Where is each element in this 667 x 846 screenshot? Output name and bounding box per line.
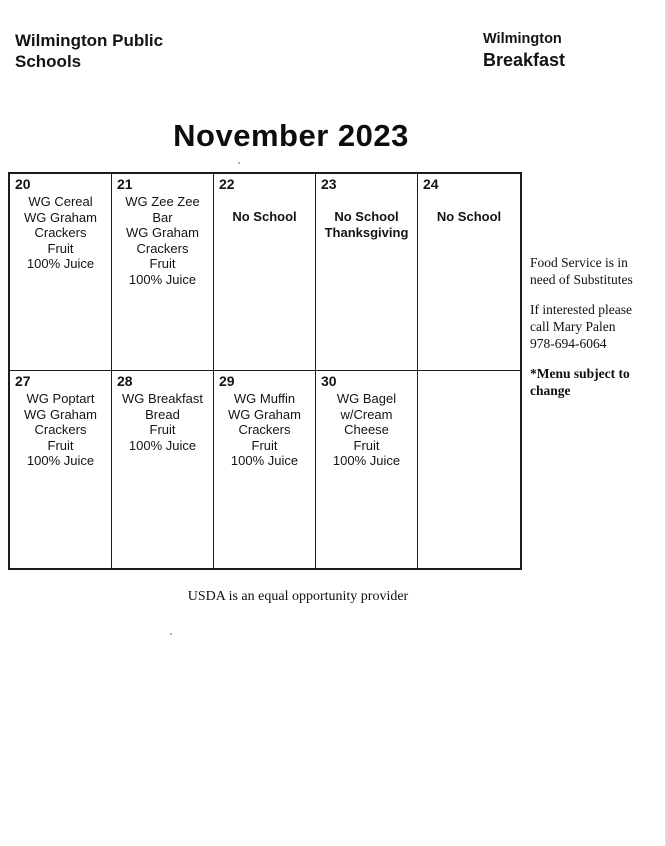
menu-line: 100% Juice [128, 271, 197, 287]
calendar-grid [8, 172, 522, 570]
day-menu [318, 391, 415, 469]
menu-line: WG Graham [24, 209, 97, 225]
calendar-day-29 [214, 371, 316, 568]
menu-line: Fruit [353, 437, 380, 453]
scan-speck [238, 162, 240, 164]
day-number: 22 [219, 176, 235, 192]
menu-line: Fruit [251, 437, 278, 453]
menu-line: w/Cream [340, 406, 393, 422]
calendar-day-30 [316, 371, 418, 568]
day-number: 21 [117, 176, 133, 192]
menu-town-label: Wilmington [483, 31, 562, 47]
calendar-day-27 [10, 371, 112, 568]
menu-type-header [483, 30, 653, 71]
menu-line: WG Poptart [26, 391, 95, 406]
menu-line: No School [232, 209, 297, 224]
day-number: 20 [15, 176, 31, 192]
menu-line: 100% Juice [128, 437, 197, 453]
school-name [15, 30, 195, 72]
calendar-empty-cell [418, 371, 520, 568]
day-number: 27 [15, 373, 31, 389]
menu-line: Crackers [34, 225, 87, 240]
menu-line: 100% Juice [230, 453, 299, 468]
menu-line: Fruit [149, 256, 176, 271]
day-menu [216, 391, 313, 469]
calendar-day-23 [316, 174, 418, 371]
calendar-day-20 [10, 174, 112, 371]
menu-line: No School [436, 209, 502, 224]
side-note [530, 254, 664, 412]
menu-line: WG Bagel [336, 391, 397, 406]
note-line: call Mary Palen [530, 319, 616, 334]
no-school-notice [318, 194, 415, 240]
school-name-line2: Schools [15, 52, 82, 71]
day-menu [12, 194, 109, 272]
menu-line: WG Zee Zee [125, 194, 200, 209]
day-number [420, 373, 518, 390]
day-menu [114, 194, 211, 287]
substitutes-note [530, 301, 664, 352]
menu-meal-label: Breakfast [483, 50, 566, 70]
menu-line: Crackers [34, 422, 87, 437]
note-line: need of Substitutes [530, 272, 633, 287]
calendar-day-21 [112, 174, 214, 371]
menu-line: Crackers [136, 240, 189, 256]
note-line: change [530, 383, 571, 398]
menu-line: 100% Juice [26, 256, 95, 271]
menu-line: WG Muffin [233, 391, 296, 406]
day-number: 28 [117, 373, 133, 389]
menu-line: WG Graham [126, 225, 199, 240]
substitutes-note [530, 254, 664, 288]
note-line: Food Service is in [530, 255, 628, 270]
menu-line: Bar [152, 209, 173, 225]
menu-line: 100% Juice [332, 453, 401, 468]
menu-line: Cheese [344, 422, 389, 437]
calendar-day-28 [112, 371, 214, 568]
menu-line: Fruit [47, 240, 74, 256]
day-number: 29 [219, 373, 235, 389]
menu-line: 100% Juice [26, 453, 95, 468]
menu-line: Thanksgiving [324, 224, 409, 240]
scan-speck [170, 633, 172, 635]
menu-line: Fruit [149, 422, 176, 437]
calendar-day-24 [418, 174, 520, 371]
note-line: 978-694-6064 [530, 336, 607, 351]
no-school-notice [216, 194, 313, 225]
school-name-line1: Wilmington Public [15, 31, 164, 50]
note-line: *Menu subject to [530, 366, 630, 381]
menu-line: WG Graham [24, 406, 97, 422]
day-menu [114, 391, 211, 453]
menu-subject-to-change-note [530, 365, 664, 399]
month-title: November 2023 [173, 118, 409, 153]
day-number: 30 [321, 373, 337, 389]
no-school-notice [420, 194, 518, 225]
menu-line: WG Cereal [28, 194, 93, 209]
day-number: 24 [423, 176, 439, 192]
menu-line: No School [334, 209, 399, 224]
note-line: If interested please [530, 302, 632, 317]
usda-statement: USDA is an equal opportunity provider [187, 589, 409, 604]
menu-line: Crackers [238, 422, 291, 437]
menu-line: WG Graham [228, 406, 301, 422]
calendar-day-22 [214, 174, 316, 371]
day-menu [12, 391, 109, 469]
menu-line: WG Breakfast [122, 391, 203, 406]
day-number: 23 [321, 176, 337, 192]
menu-line: Bread [145, 406, 180, 422]
menu-line: Fruit [47, 437, 74, 453]
